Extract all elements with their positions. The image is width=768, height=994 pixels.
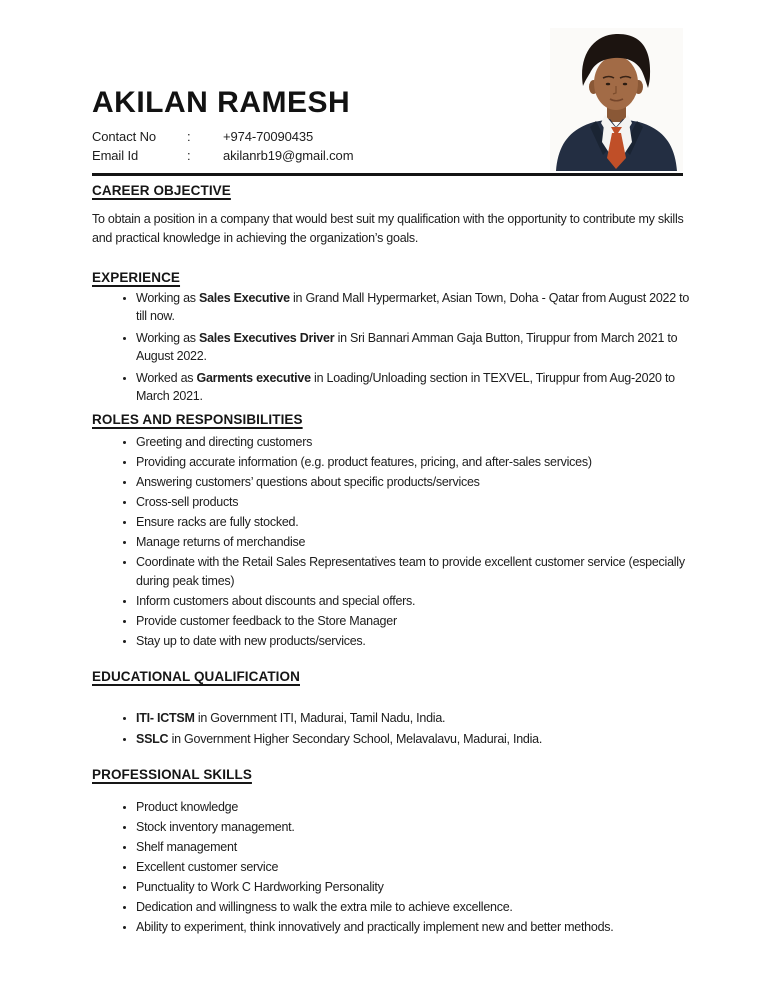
contact-phone-value: +974-70090435 xyxy=(223,129,314,144)
skills-list xyxy=(92,798,692,937)
section-title-skills: PROFESSIONAL SKILLS xyxy=(92,767,252,782)
education-item-degree: ITI- ICTSM xyxy=(136,711,195,725)
experience-item-detail: in Sri Bannari Amman Gaja Button, Tiruppur from March 2021 to August 2022. xyxy=(136,331,678,363)
education-item-detail: in Government Higher Secondary School, Melavalavu, Madurai, India. xyxy=(168,732,543,746)
skills-item: • Punctuality to Work C Hardworking Personality xyxy=(136,878,692,897)
experience-item xyxy=(136,330,692,365)
roles-item: • Answering customers’ questions about specific products/services xyxy=(136,473,692,492)
header-divider xyxy=(92,173,683,176)
roles-item: • Provide customer feedback to the Store Manager xyxy=(136,612,692,631)
experience-item-role: Sales Executives Driver xyxy=(199,331,335,345)
roles-item: • Cross-sell products xyxy=(136,493,692,512)
experience-item-detail: in Loading/Unloading section in TEXVEL, Tiruppur from Aug-2020 to March 2021. xyxy=(136,371,675,403)
experience-item-prefix: Working as xyxy=(136,331,200,345)
contact-email-separator: : xyxy=(187,148,191,163)
skills-item: • Dedication and willingness to walk the extra mile to achieve excellence. xyxy=(136,898,692,917)
roles-list xyxy=(92,433,692,651)
experience-item xyxy=(136,370,692,405)
education-list xyxy=(92,709,692,749)
contact-email-value: akilanrb19@gmail.com xyxy=(223,148,354,163)
contact-email-label: Email Id xyxy=(92,148,139,163)
contact-row-phone xyxy=(92,127,692,146)
roles-item: • Coordinate with the Retail Sales Representatives team to provide excellent customer service (especially during peak times) xyxy=(136,553,692,591)
education-item xyxy=(136,730,692,749)
education-item-degree: SSLC xyxy=(136,732,169,746)
section-title-experience: EXPERIENCE xyxy=(92,270,181,285)
experience-item-prefix: Working as xyxy=(136,291,200,305)
contact-block xyxy=(92,127,692,165)
skills-item: • Stock inventory management. xyxy=(136,818,692,837)
section-title-career-objective: CAREER OBJECTIVE xyxy=(92,183,231,198)
skills-item: • Shelf management xyxy=(136,838,692,857)
experience-item-role: Garments executive xyxy=(196,371,311,385)
roles-item: • Providing accurate information (e.g. product features, pricing, and after-sales services) xyxy=(136,453,692,472)
skills-item: • Product knowledge xyxy=(136,798,692,817)
experience-item-detail: in Grand Mall Hypermarket, Asian Town, Doha - Qatar from August 2022 to till now. xyxy=(136,291,690,323)
contact-phone-label: Contact No xyxy=(92,129,157,144)
page-title: AKILAN RAMESH xyxy=(92,86,351,119)
experience-item-role: Sales Executive xyxy=(199,291,290,305)
experience-item-prefix: Worked as xyxy=(136,371,197,385)
roles-item: • Stay up to date with new products/services. xyxy=(136,632,692,651)
section-title-education: EDUCATIONAL QUALIFICATION xyxy=(92,669,300,684)
experience-list xyxy=(92,290,692,405)
contact-row-email xyxy=(92,146,692,165)
roles-item: • Inform customers about discounts and special offers. xyxy=(136,592,692,611)
experience-item xyxy=(136,290,692,325)
roles-item: • Greeting and directing customers xyxy=(136,433,692,452)
career-objective-text: To obtain a position in a company that would best suit my qualification with the opportunity to contribute my skills and practical knowledge in achieving the organization’s goals. xyxy=(92,212,684,245)
roles-item: • Ensure racks are fully stocked. xyxy=(136,513,692,532)
education-item xyxy=(136,709,692,728)
roles-item: • Manage returns of merchandise xyxy=(136,533,692,552)
section-title-roles: ROLES AND RESPONSIBILITIES xyxy=(92,412,303,427)
skills-item: • Ability to experiment, think innovatively and practically implement new and better methods. xyxy=(136,918,692,937)
education-item-detail: in Government ITI, Madurai, Tamil Nadu, India. xyxy=(194,711,446,725)
skills-item: • Excellent customer service xyxy=(136,858,692,877)
contact-phone-separator: : xyxy=(187,129,191,144)
resume-content xyxy=(92,0,692,938)
